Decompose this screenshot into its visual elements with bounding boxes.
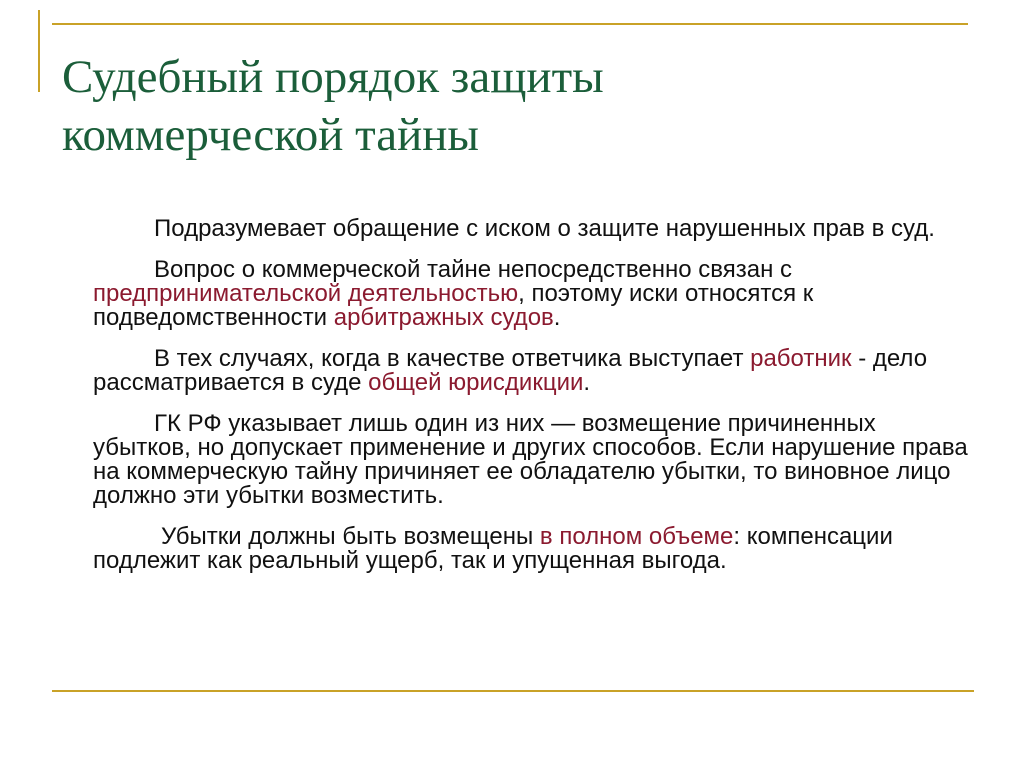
paragraph-civil-code (93, 412, 973, 508)
highlight-employee: работник (750, 345, 852, 372)
slide-body (93, 217, 973, 590)
paragraph-text: Вопрос о коммерческой тайне непосредственно связан с (154, 256, 793, 283)
paragraph-court-claim (93, 217, 973, 241)
paragraph-text: . (583, 369, 591, 396)
paragraph-text: . (553, 304, 561, 331)
paragraph-general-jurisdiction (93, 347, 973, 395)
slide-title (62, 48, 962, 164)
paragraph-text: В тех случаях, когда в качестве ответчика выступает (154, 345, 751, 372)
highlight-general-jurisdiction: общей юрисдикции (368, 369, 584, 396)
top-rule (52, 23, 968, 25)
slide-title-line-2: коммерческой тайны (62, 109, 479, 161)
paragraph-text: - дело рассматривается в суде (93, 345, 928, 396)
highlight-arbitration-courts: арбитражных судов (333, 304, 554, 331)
paragraph-text: Убытки должны быть возмещены (161, 523, 540, 550)
bottom-rule (52, 690, 974, 692)
paragraph-arbitration (93, 258, 973, 330)
paragraph-text: , поэтому иски относятся к подведомственности (93, 280, 814, 331)
highlight-full-amount: в полном объеме (539, 523, 734, 550)
left-rule (38, 10, 40, 92)
paragraph-damages (93, 525, 973, 573)
slide-title-line-1: Судебный порядок защиты (62, 51, 604, 103)
paragraph-text: : компенсации подлежит как реальный ущерб, так и упущенная выгода. (93, 523, 893, 574)
paragraph-text: ГК РФ указывает лишь один из них — возмещение причиненных убытков, но допускает применение и других способов. Если нарушение права на коммерческую тайну причиняет ее обладателю убытки, то виновное лицо должно эти убытки возместить. (93, 410, 968, 509)
highlight-entrepreneurial-activity: предпринимательской деятельностью (93, 280, 519, 307)
paragraph-text: Подразумевает обращение с иском о защите нарушенных прав в суд. (154, 215, 935, 242)
